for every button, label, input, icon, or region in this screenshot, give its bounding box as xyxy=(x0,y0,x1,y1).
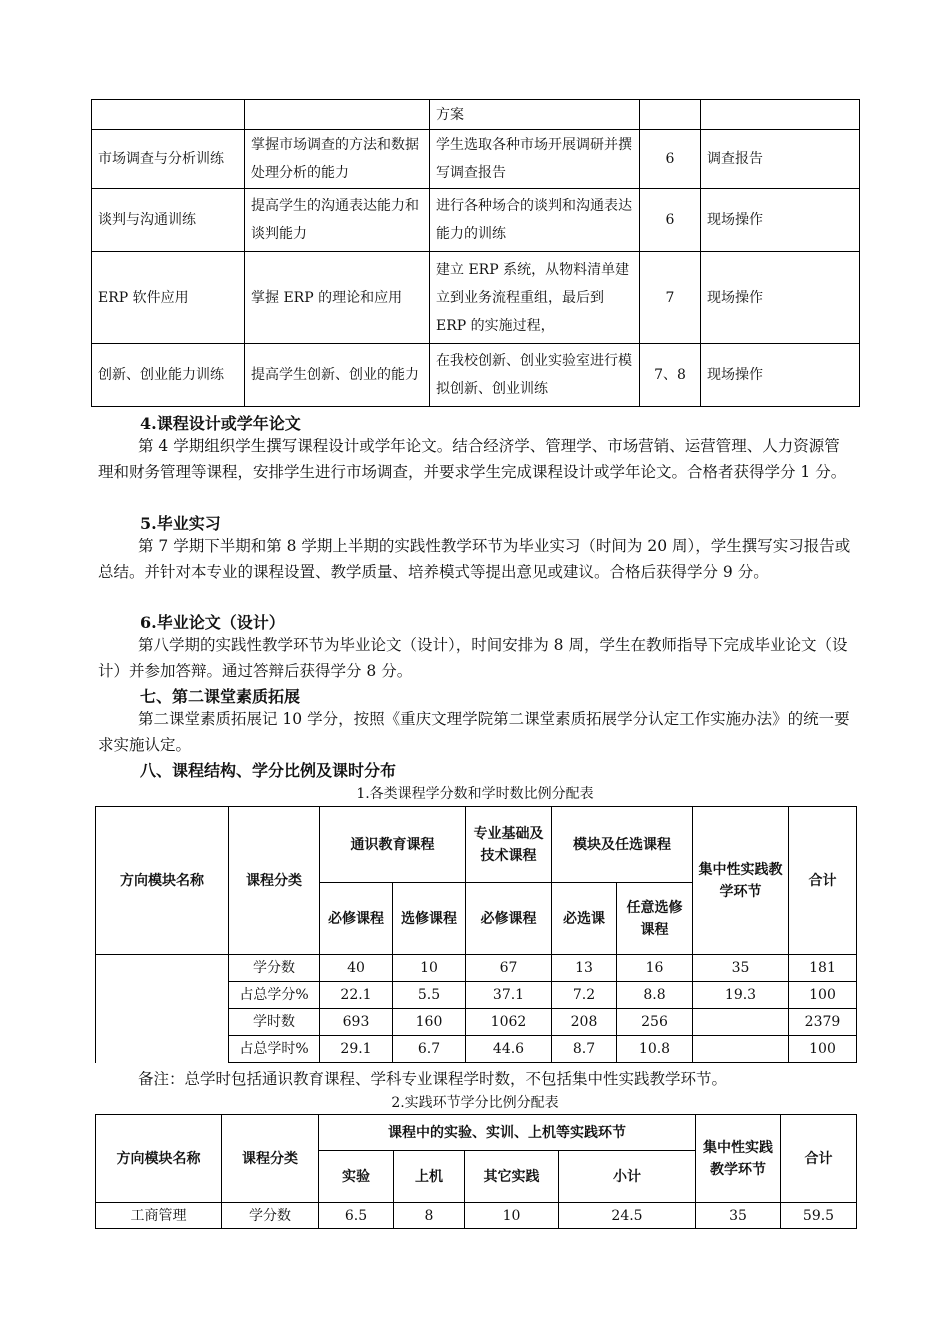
table-cell xyxy=(92,100,245,130)
paragraph: 第 4 学期组织学生撰写课程设计或学年论文。结合经济学、管理学、市场营销、运营管理、人力资源管理和财务管理等课程，安排学生进行市场调查，并要求学生完成课程设计或学年论文。合格者获得学分 1 分。 xyxy=(98,437,847,481)
header-module: 模块及任选课程 xyxy=(552,807,693,883)
table-cell: 建立 ERP 系统，从物料清单建立到业务流程重组，最后到 ERP 的实施过程， xyxy=(430,252,640,344)
table-caption: 2.实践环节学分比例分配表 xyxy=(391,1095,559,1111)
table-cell: 6.5 xyxy=(319,1203,394,1229)
header-total: 合计 xyxy=(789,807,857,955)
header-direction: 方向模块名称 xyxy=(96,1115,222,1203)
header-major: 专业基础及技术课程 xyxy=(466,807,552,883)
table-cell: 693 xyxy=(320,1009,393,1036)
table-cell: 市场调查与分析训练 xyxy=(92,130,245,189)
table-cell: 学分数 xyxy=(229,955,320,982)
table-cell: 创新、创业能力训练 xyxy=(92,344,245,407)
table-cell: 160 xyxy=(393,1009,466,1036)
header-computer: 上机 xyxy=(394,1151,465,1203)
table-cell: 35 xyxy=(693,955,789,982)
table-cell xyxy=(701,100,860,130)
table-cell: 44.6 xyxy=(466,1036,552,1063)
table-cell: 40 xyxy=(320,955,393,982)
table-cell xyxy=(693,1009,789,1036)
table-cell: 13 xyxy=(552,955,617,982)
table-cell: 谈判与沟通训练 xyxy=(92,189,245,252)
header-any: 任意选修课程 xyxy=(617,883,693,955)
table-cell: 6 xyxy=(640,189,701,252)
table-cell xyxy=(96,955,229,1063)
header-lab: 实验 xyxy=(319,1151,394,1203)
table-cell: 方案 xyxy=(430,100,640,130)
paragraph: 第 7 学期下半期和第 8 学期上半期的实践性教学环节为毕业实习（时间为 20 周），学生撰写实习报告或总结。并针对本专业的课程设置、教学质量、培养模式等提出意见或建议。合格后获得学分 9 分。 xyxy=(98,537,851,581)
table-cell: 6 xyxy=(640,130,701,189)
table-cell: 10 xyxy=(465,1203,559,1229)
section-heading: 6.毕业论文（设计） xyxy=(140,613,285,632)
table-cell: 16 xyxy=(617,955,693,982)
table-cell: 调查报告 xyxy=(701,130,860,189)
table-cell: 提高学生创新、创业的能力 xyxy=(245,344,430,407)
header-practice: 集中性实践教学环节 xyxy=(696,1115,781,1203)
header-subtotal: 小计 xyxy=(559,1151,696,1203)
header-category: 课程分类 xyxy=(229,807,320,955)
paragraph: 第二课堂素质拓展记 10 学分，按照《重庆文理学院第二课堂素质拓展学分认定工作实施办法》的统一要求实施认定。 xyxy=(98,710,850,754)
table-cell: 10.8 xyxy=(617,1036,693,1063)
header-practice: 集中性实践教学环节 xyxy=(693,807,789,955)
table-cell: 8 xyxy=(394,1203,465,1229)
table-cell: 24.5 xyxy=(559,1203,696,1229)
table-cell xyxy=(693,1036,789,1063)
table-row xyxy=(92,130,860,189)
table-cell xyxy=(245,100,430,130)
table-cell: 8.7 xyxy=(552,1036,617,1063)
table-cell: 1062 xyxy=(466,1009,552,1036)
table-cell: 7、8 xyxy=(640,344,701,407)
table-cell: 10 xyxy=(393,955,466,982)
table-row xyxy=(96,1203,857,1229)
section-heading: 七、第二课堂素质拓展 xyxy=(140,687,301,706)
header-select: 必选课 xyxy=(552,883,617,955)
table-cell: 工商管理 xyxy=(96,1203,222,1229)
header-other: 其它实践 xyxy=(465,1151,559,1203)
table-cell: 掌握 ERP 的理论和应用 xyxy=(245,252,430,344)
paragraph: 第八学期的实践性教学环节为毕业论文（设计），时间安排为 8 周，学生在教师指导下完成毕业论文（设计）并参加答辩。通过答辩后获得学分 8 分。 xyxy=(98,636,848,680)
table-cell: 5.5 xyxy=(393,982,466,1009)
table-cell: 19.3 xyxy=(693,982,789,1009)
header-required: 必修课程 xyxy=(320,883,393,955)
table-header-row xyxy=(96,1115,857,1151)
table-cell: 37.1 xyxy=(466,982,552,1009)
table-cell: 29.1 xyxy=(320,1036,393,1063)
header-major-required: 必修课程 xyxy=(466,883,552,955)
table-cell: 256 xyxy=(617,1009,693,1036)
table-cell: 100 xyxy=(789,1036,857,1063)
table-cell: 7 xyxy=(640,252,701,344)
header-total: 合计 xyxy=(781,1115,857,1203)
section-heading: 八、课程结构、学分比例及课时分布 xyxy=(140,761,397,780)
table-cell: 提高学生的沟通表达能力和谈判能力 xyxy=(245,189,430,252)
table-cell: 67 xyxy=(466,955,552,982)
table-cell: 在我校创新、创业实验室进行模拟创新、创业训练 xyxy=(430,344,640,407)
header-lab-group: 课程中的实验、实训、上机等实践环节 xyxy=(319,1115,696,1151)
section-heading: 5.毕业实习 xyxy=(140,514,221,533)
table-caption: 1.各类课程学分数和学时数比例分配表 xyxy=(356,786,594,802)
table-cell: 学分数 xyxy=(222,1203,319,1229)
table-cell: 占总学时% xyxy=(229,1036,320,1063)
table-cell: 学时数 xyxy=(229,1009,320,1036)
table-row xyxy=(92,100,860,130)
table-cell: 8.8 xyxy=(617,982,693,1009)
table-cell xyxy=(640,100,701,130)
table-cell: 6.7 xyxy=(393,1036,466,1063)
table-note: 备注：总学时包括通识教育课程、学科专业课程学时数，不包括集中性实践教学环节。 xyxy=(138,1070,728,1088)
table-cell: 59.5 xyxy=(781,1203,857,1229)
table-cell: 现场操作 xyxy=(701,189,860,252)
table-cell: 占总学分% xyxy=(229,982,320,1009)
credit-hours-table xyxy=(95,806,857,1063)
header-elective: 选修课程 xyxy=(393,883,466,955)
table-row xyxy=(92,189,860,252)
header-direction: 方向模块名称 xyxy=(96,807,229,955)
table-cell: 掌握市场调查的方法和数据处理分析的能力 xyxy=(245,130,430,189)
practice-credit-table xyxy=(95,1114,857,1229)
table-cell: ERP 软件应用 xyxy=(92,252,245,344)
table-header-row xyxy=(96,807,857,883)
table-row xyxy=(92,252,860,344)
table-cell: 现场操作 xyxy=(701,344,860,407)
table-cell: 208 xyxy=(552,1009,617,1036)
table-cell: 100 xyxy=(789,982,857,1009)
table-cell: 进行各种场合的谈判和沟通表达能力的训练 xyxy=(430,189,640,252)
table-cell: 181 xyxy=(789,955,857,982)
header-general: 通识教育课程 xyxy=(320,807,466,883)
table-cell: 2379 xyxy=(789,1009,857,1036)
table-cell: 现场操作 xyxy=(701,252,860,344)
header-category: 课程分类 xyxy=(222,1115,319,1203)
table-row xyxy=(92,344,860,407)
table-row xyxy=(96,955,857,982)
section-heading: 4.课程设计或学年论文 xyxy=(140,414,301,433)
practice-table xyxy=(91,99,860,407)
table-cell: 学生选取各种市场开展调研并撰写调查报告 xyxy=(430,130,640,189)
table-cell: 7.2 xyxy=(552,982,617,1009)
table-cell: 22.1 xyxy=(320,982,393,1009)
table-cell: 35 xyxy=(696,1203,781,1229)
